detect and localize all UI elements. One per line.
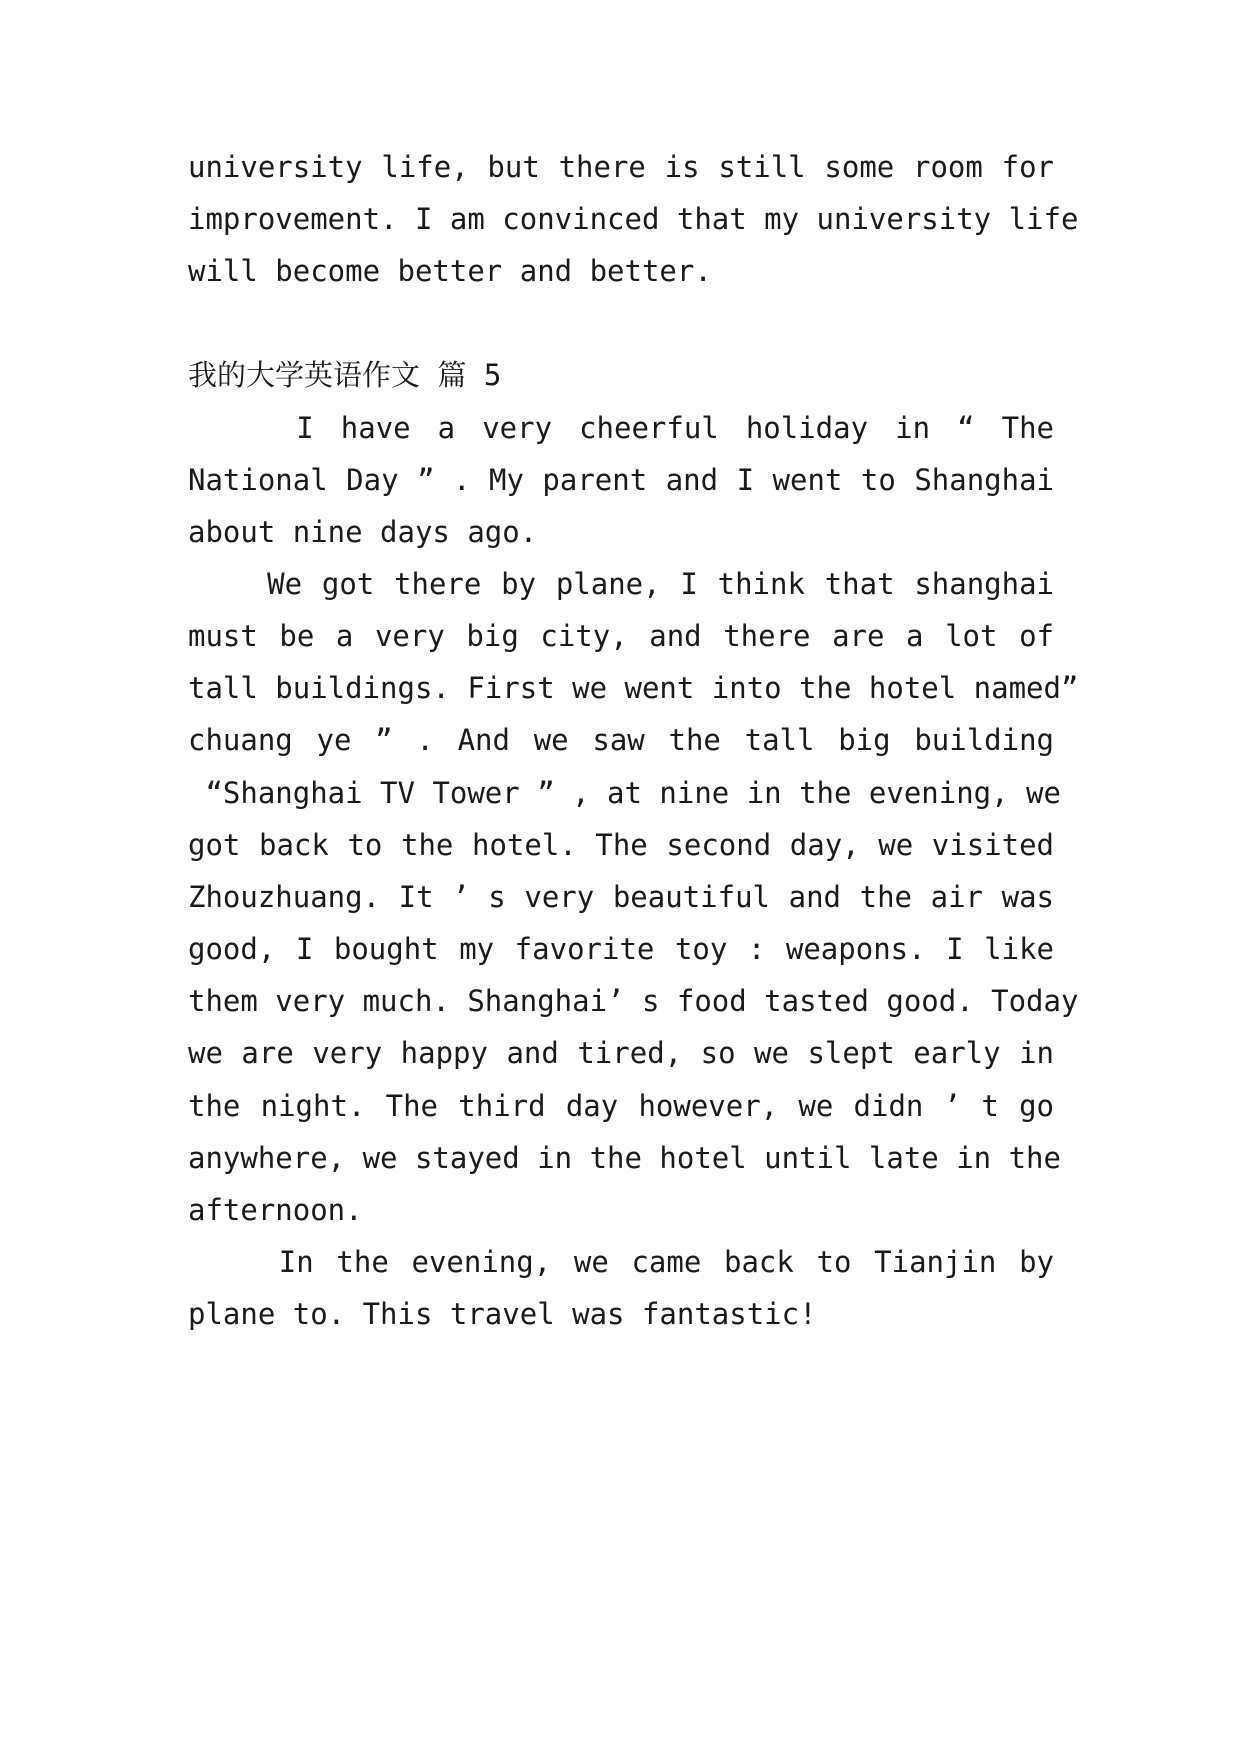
text-line: In the evening, we came back to Tianjin by <box>188 1245 1054 1279</box>
text-line: anywhere, we stayed in the hotel until late in the <box>188 1141 1061 1175</box>
text-line: afternoon. <box>188 1193 363 1227</box>
text-line: tall buildings. First we went into the hotel named” <box>188 671 1079 705</box>
text-line: good, I bought my favorite toy : weapons. I like <box>188 932 1054 966</box>
text-line: “Shanghai TV Tower ” , at nine in the evening, we <box>188 776 1061 810</box>
text-line: improvement. I am convinced that my university life <box>188 202 1079 236</box>
text-line: chuang ye ” . And we saw the tall big building <box>188 723 1054 757</box>
text-line: the night. The third day however, we didn ’ t go <box>188 1089 1054 1123</box>
text-line: them very much. Shanghai’ s food tasted good. Today <box>188 984 1079 1018</box>
text-line: We got there by plane, I think that shanghai <box>188 567 1054 601</box>
text-line: National Day ” . My parent and I went to Shanghai <box>188 463 1054 497</box>
text-line: will become better and better. <box>188 254 712 288</box>
section-heading: 我的大学英语作文 篇 5 <box>188 358 502 392</box>
text-line: must be a very big city, and there are a lot of <box>188 619 1054 653</box>
text-line: I have a very cheerful holiday in “ The <box>188 411 1054 445</box>
text-line: we are very happy and tired, so we slept early in <box>188 1036 1054 1070</box>
text-line: university life, but there is still some room for <box>188 150 1054 184</box>
text-line: plane to. This travel was fantastic! <box>188 1297 817 1331</box>
text-line: Zhouzhuang. It ’ s very beautiful and the air was <box>188 880 1054 914</box>
text-line: about nine days ago. <box>188 515 538 549</box>
text-line: got back to the hotel. The second day, we visited <box>188 828 1054 862</box>
